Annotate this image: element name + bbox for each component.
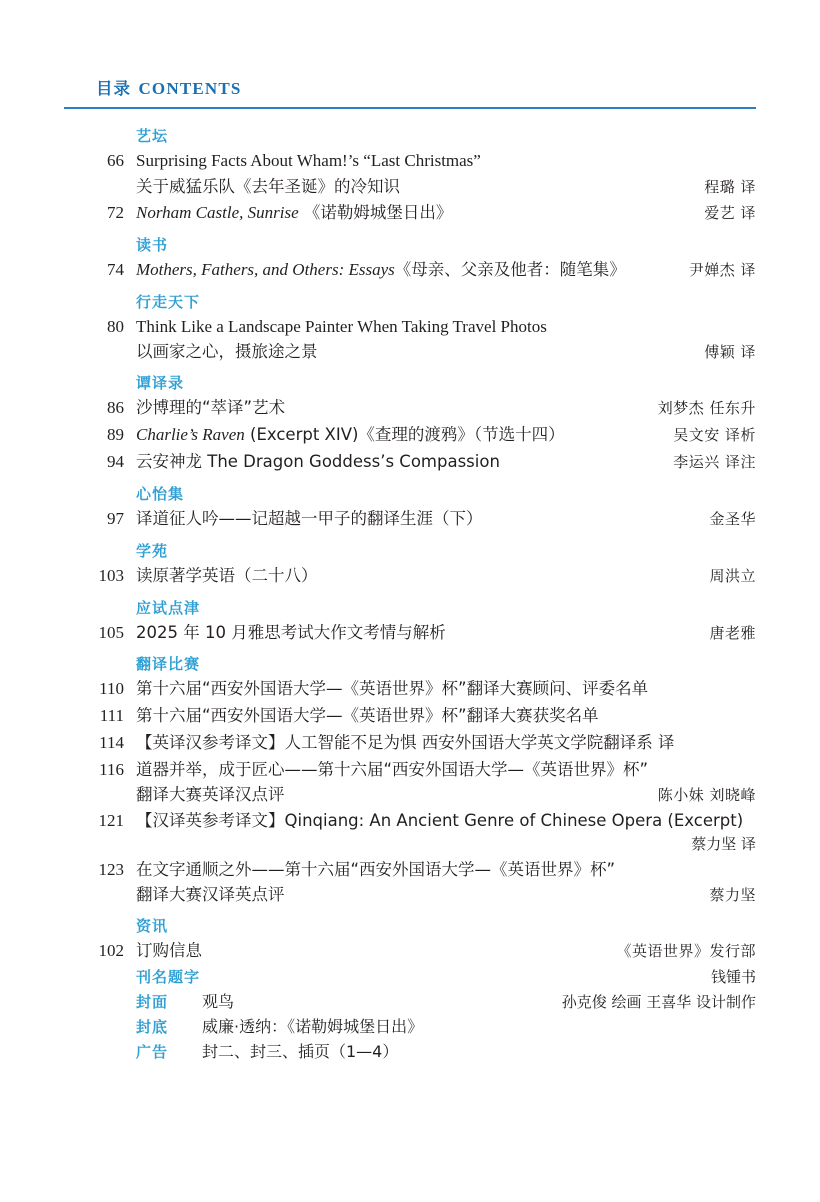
entry-subtitle: 关于威猛乐队《去年圣诞》的冷知识 <box>136 176 400 196</box>
page-number: 66 <box>107 151 124 170</box>
section-heading-yingshidianjin: 应试点津 <box>136 599 201 617</box>
toc-entry[interactable] <box>64 808 756 856</box>
entry-title: 读原著学英语（二十八） <box>136 565 318 585</box>
page-title-cn: 目录 <box>96 79 131 98</box>
back-matter-credit: 钱锺书 <box>710 967 756 986</box>
back-matter-credit: 孙克俊 绘画 王喜华 设计制作 <box>561 992 756 1011</box>
back-matter-label: 广告 <box>136 1043 169 1061</box>
page-title <box>64 72 756 101</box>
back-matter-row <box>64 989 756 1012</box>
entry-title-italic: Norham Castle, Sunrise <box>136 202 299 222</box>
entry-subtitle: 翻译大赛英译汉点评 <box>136 785 285 804</box>
back-matter-value: 封二、封三、插页（1—4） <box>202 1041 399 1061</box>
toc-entry[interactable] <box>64 703 756 729</box>
entry-author: 陈小妹 刘晓峰 <box>657 786 756 804</box>
entry-author: 唐老雅 <box>709 623 756 642</box>
back-matter-row <box>64 1039 756 1062</box>
entry-author: 爱艺 译 <box>704 203 756 222</box>
toc-entry[interactable] <box>64 620 756 646</box>
toc-entry[interactable] <box>64 730 756 756</box>
toc-entry[interactable] <box>64 148 756 199</box>
section-heading-tanyilu: 谭译录 <box>136 375 185 393</box>
toc-entry[interactable] <box>64 449 756 475</box>
entry-title: Think Like a Landscape Painter When Taking Travel Photos <box>136 316 547 336</box>
section-heading-xingzoutianxia: 行走天下 <box>136 293 201 311</box>
entry-author: 程璐 译 <box>704 177 756 196</box>
page-number: 110 <box>99 679 124 699</box>
entry-title: 【英译汉参考译文】人工智能不足为惧 西安外国语大学英文学院翻译系 译 <box>136 733 675 753</box>
page-number: 123 <box>98 859 124 879</box>
entry-title: 订购信息 <box>136 941 202 961</box>
back-matter-row <box>64 1014 756 1037</box>
entry-title: 2025 年 10 月雅思考试大作文考情与解析 <box>136 622 446 642</box>
entry-author: 《英语世界》发行部 <box>616 942 756 961</box>
section-heading-fanyibisai: 翻译比赛 <box>136 656 201 674</box>
section-heading-xueyuan: 学苑 <box>136 542 169 560</box>
toc-entry[interactable] <box>64 676 756 702</box>
entry-author: 尹婵杰 译 <box>688 260 756 279</box>
page-number: 114 <box>99 733 124 753</box>
page-title-en: CONTENTS <box>138 79 242 98</box>
back-matter-label: 封面 <box>136 993 169 1011</box>
page-number: 121 <box>98 811 124 831</box>
toc-entry[interactable] <box>64 757 756 807</box>
entry-author: 蔡力坚 <box>709 886 756 905</box>
page-number: 97 <box>107 508 124 528</box>
entry-title-cn: 《母亲、父亲及他者：随笔集》 <box>394 259 626 279</box>
entry-subtitle: 以画家之心，摄旅途之景 <box>136 342 318 362</box>
entry-title-cn: (Excerpt XIV)《查理的渡鸦》（节选十四） <box>244 425 565 445</box>
page-number: 89 <box>107 425 124 445</box>
entry-author: 吴文安 译析 <box>673 426 756 445</box>
page-number: 102 <box>98 941 124 961</box>
entry-author: 金圣华 <box>709 509 756 528</box>
toc-entry[interactable] <box>64 422 756 448</box>
back-matter-label: 刊名题字 <box>136 968 201 986</box>
back-matter-row <box>64 966 756 987</box>
entry-author: 傅颖 译 <box>704 343 756 362</box>
back-matter-value: 威廉·透纳：《诺勒姆城堡日出》 <box>202 1016 424 1036</box>
page-number: 116 <box>99 759 124 779</box>
toc-entry[interactable] <box>64 200 756 226</box>
entry-title: 【汉译英参考译文】Qinqiang: An Ancient Genre of Chinese Opera (Excerpt) <box>136 811 744 831</box>
entry-title: 云安神龙 The Dragon Goddess’s Compassion <box>136 452 500 472</box>
entry-author: 刘梦杰 任东升 <box>657 399 756 418</box>
entry-title: 第十六届“西安外国语大学—《英语世界》杯”翻译大赛获奖名单 <box>136 706 599 726</box>
section-heading-xinyiji: 心怡集 <box>136 485 185 503</box>
back-matter-label: 封底 <box>136 1018 169 1036</box>
page-number: 74 <box>107 259 124 279</box>
toc-entry[interactable] <box>64 563 756 589</box>
toc-entry[interactable] <box>64 395 756 421</box>
page-number: 86 <box>107 398 124 418</box>
section-heading-dushu: 读书 <box>136 236 169 254</box>
entry-title-italic: Charlie’s Raven <box>136 425 245 445</box>
toc-entry[interactable] <box>64 314 756 365</box>
entry-author: 李运兴 译注 <box>673 453 756 472</box>
page-number: 72 <box>107 202 124 222</box>
page-number: 94 <box>107 452 124 472</box>
toc-entry[interactable] <box>64 257 756 283</box>
entry-author: 周洪立 <box>709 566 756 585</box>
entry-title: Surprising Facts About Wham!’s “Last Christmas” <box>136 151 481 170</box>
entry-title: 道器并举，成于匠心——第十六届“西安外国语大学—《英语世界》杯” <box>136 759 649 779</box>
section-heading-zixun: 资讯 <box>136 918 169 936</box>
entry-title: 译道征人吟——记超越一甲子的翻译生涯（下） <box>136 508 483 528</box>
entry-title-italic: Mothers, Fathers, and Others: Essays <box>136 259 395 279</box>
back-matter-value: 观鸟 <box>202 991 235 1011</box>
entry-author: 蔡力坚 译 <box>691 835 756 854</box>
header-divider <box>64 107 756 109</box>
entry-title-cn: 《诺勒姆城堡日出》 <box>298 202 453 222</box>
page-number: 105 <box>98 622 124 642</box>
page-number: 111 <box>99 706 124 726</box>
toc-entry[interactable] <box>64 506 756 532</box>
entry-title: 在文字通顺之外——第十六届“西安外国语大学—《英语世界》杯” <box>136 859 616 879</box>
toc-entry[interactable] <box>64 938 756 964</box>
page-number: 103 <box>98 565 124 585</box>
toc-entry[interactable] <box>64 857 756 907</box>
back-matter <box>64 966 756 1062</box>
entry-title: 第十六届“西安外国语大学—《英语世界》杯”翻译大赛顾问、评委名单 <box>136 679 649 699</box>
entry-subtitle: 翻译大赛汉译英点评 <box>136 885 285 905</box>
section-heading-yitan: 艺坛 <box>136 128 169 145</box>
entry-title: 沙博理的“萃译”艺术 <box>136 398 286 418</box>
page-number: 80 <box>107 316 124 336</box>
